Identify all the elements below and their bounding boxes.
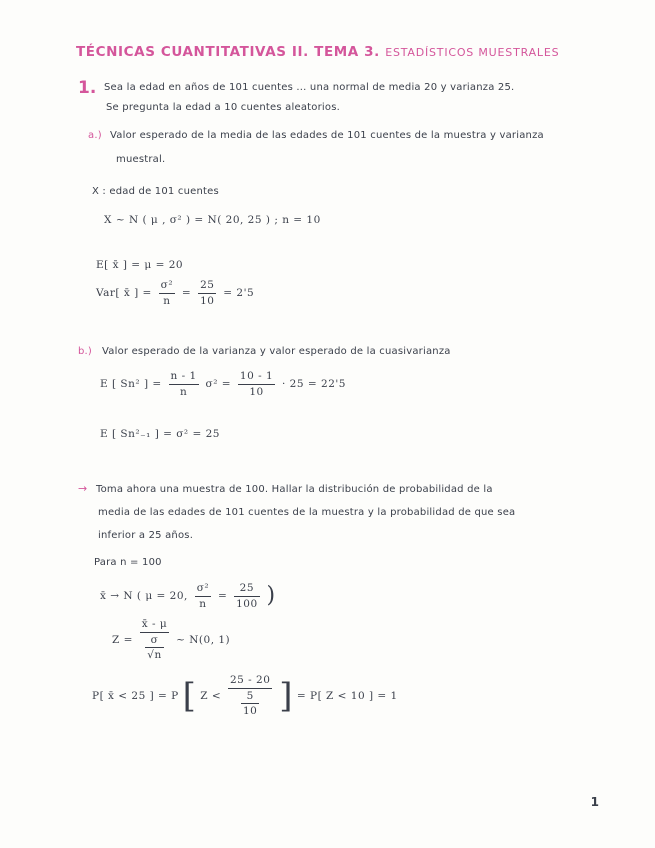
sn2-fraction-2: [238, 370, 275, 398]
z-right: ~ N(0, 1): [176, 633, 231, 646]
frac-num: n - 1: [170, 370, 197, 382]
quasivariance-line: E [ Sn²₋₁ ] = σ² = 25: [100, 428, 220, 440]
part-a-label: a.): [88, 130, 102, 141]
part-c-line2: media de las edades de 101 cuentes de la muestra y la probabilidad de que sea: [98, 507, 516, 518]
page-number: 1: [590, 795, 599, 809]
p-left: P[ x̄ < 25 ] = P: [92, 689, 179, 702]
frac-num: σ²: [160, 279, 174, 291]
sn2-mid: σ² =: [205, 378, 232, 391]
frac-den: n: [199, 597, 207, 610]
probability-line: [92, 674, 398, 718]
sigma-over-sqrt-n: [145, 634, 163, 662]
frac-den: 10: [249, 385, 264, 398]
frac-den: 10: [200, 294, 215, 307]
part-a-line1: Valor esperado de la media de las edades de 101 cuentes de la muestra y varianza: [110, 130, 544, 141]
p-inner-fraction: [241, 690, 259, 718]
frac-num: 25: [200, 279, 215, 291]
dist-eq: =: [217, 590, 228, 603]
sn2-fraction-1: [169, 370, 199, 398]
distribution-line: X ~ N ( μ , σ² ) = N( 20, 25 ) ; n = 10: [104, 214, 321, 226]
sample-size-line: Para n = 100: [94, 557, 162, 568]
expectation-line: E[ x̄ ] = μ = 20: [96, 259, 184, 271]
frac-den: n: [163, 294, 171, 307]
part-b-label: b.): [78, 346, 93, 357]
frac-den: n: [179, 385, 188, 398]
frac-den: 10: [243, 705, 258, 718]
sn2-left: E [ Sn² ] =: [100, 378, 162, 391]
frac-den: 100: [236, 597, 258, 610]
p-inner: Z <: [200, 689, 222, 702]
ex1-line2: Se pregunta la edad a 10 cuentes aleatorios.: [106, 102, 340, 113]
sn2-result: · 25 = 22'5: [282, 378, 346, 391]
part-a-line2: muestral.: [116, 154, 166, 165]
arrow-icon: →: [78, 482, 88, 495]
dist-fraction-2: [234, 582, 260, 610]
open-bracket: [: [182, 675, 197, 716]
z-fraction: [140, 618, 169, 662]
title-sub: ESTADÍSTICOS MUESTRALES: [385, 46, 560, 59]
frac-den: [143, 634, 165, 662]
exercise-number: 1.: [78, 78, 97, 98]
variable-definition: X : edad de 101 cuentes: [92, 186, 219, 197]
dist-fraction-1: [195, 582, 211, 610]
frac-num: 10 - 1: [239, 370, 274, 382]
p-fraction: [228, 674, 272, 718]
part-c-line1: Toma ahora una muestra de 100. Hallar la distribución de probabilidad de la: [96, 484, 493, 495]
sn2-line: [100, 370, 346, 398]
mean-distribution-line: [100, 582, 276, 610]
part-b-text: Valor esperado de la varianza y valor esperado de la cuasivarianza: [102, 346, 451, 357]
frac-num: σ²: [196, 582, 210, 594]
p-right: = P[ Z < 10 ] = 1: [296, 689, 398, 702]
z-left: Z =: [112, 633, 133, 646]
var-fraction-2: [198, 279, 216, 307]
frac-num: x̄ - μ: [141, 618, 168, 630]
part-c-line3: inferior a 25 años.: [98, 530, 194, 541]
title-main: TÉCNICAS CUANTITATIVAS II. TEMA 3.: [76, 44, 380, 60]
var-left: Var[ x̄ ] =: [96, 287, 152, 300]
frac-num: 25: [239, 582, 255, 594]
frac-num: 5: [246, 689, 254, 702]
var-fraction-1: [159, 279, 175, 307]
page-title: [76, 44, 559, 60]
close-bracket: ]: [279, 675, 294, 716]
close-paren: ): [266, 582, 276, 608]
var-result: = 2'5: [223, 287, 255, 300]
frac-den: √n: [147, 649, 162, 662]
frac-num: 25 - 20: [229, 674, 271, 686]
frac-den: [239, 690, 261, 718]
var-eq: =: [181, 287, 192, 300]
ex1-line1: Sea la edad en años de 101 cuentes ... una normal de media 20 y varianza 25.: [104, 82, 515, 93]
z-standardization-line: [112, 618, 230, 662]
dist-left: x̄ → N ( μ = 20,: [100, 590, 188, 603]
frac-num: σ: [150, 633, 159, 646]
variance-line: [96, 279, 254, 307]
